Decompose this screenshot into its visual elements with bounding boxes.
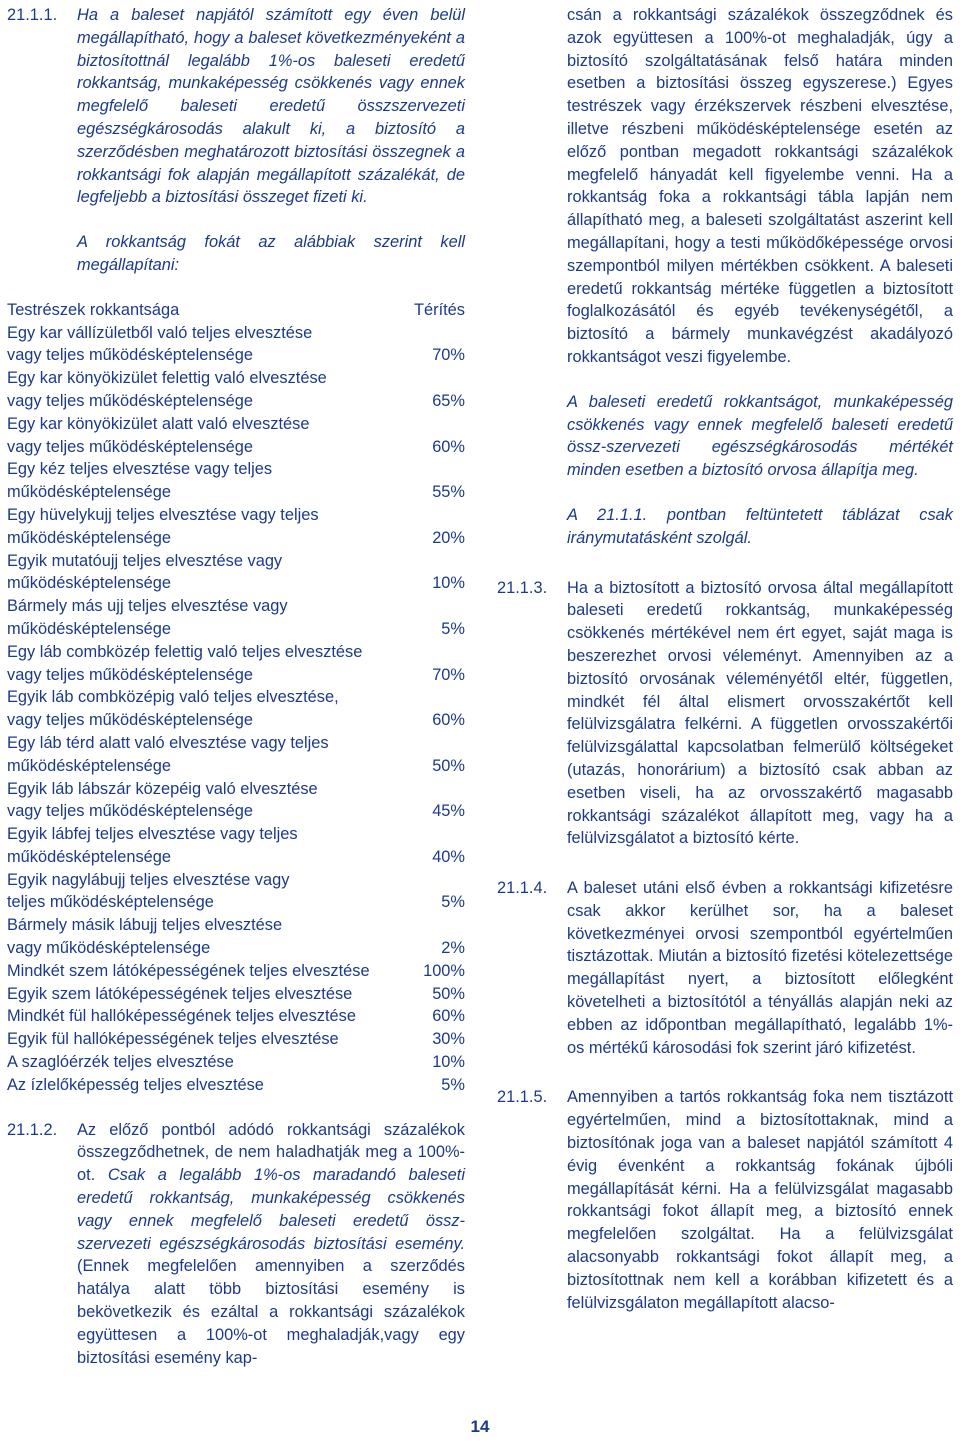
table-row [7, 983, 465, 1006]
table-row-value: 10% [432, 574, 465, 593]
table-row-label: működésképtelensége [7, 528, 172, 547]
table-row-line: Bármely más ujj teljes elvesztése vagy [7, 597, 288, 616]
table-row [7, 755, 465, 778]
table-row [7, 390, 465, 413]
section-text-b: Csak a legalább 1%-os maradandó baleseti eredetű rokkantság, munkaképesség csökkenés vagy ennek megfelelő baleseti eredetű össz-szervezeti egészségkárosodás biztosítási esemény. [77, 1166, 465, 1253]
table-row-value: 10% [432, 1053, 465, 1072]
table-row [7, 800, 465, 823]
table-row-label: vagy működésképtelensége [7, 939, 211, 958]
section-text: A baleset utáni első évben a rokkantsági kifizetésre csak akkor kerülhet sor, ha a baleset következményei orvosi szempontból egyértelműen tisztázottak. Miután a biztosító fizetési kötelezettsége megállapítást nyert, a biztosított előlegként követelheti a biztosítótól a tényállás alapján neki az ebben az időpontban megállapítható, legalább 1%-os mértékű károsodási fok szerint járó kifizetést. [567, 879, 953, 1057]
italic-note-1-text: A baleseti eredetű rokkantságot, munkaképesség csökkenés vagy ennek megfelelő baleseti eredetű össz-szervezeti egészségkárosodás mértékét minden esetben a biztosító orvosa állapítja meg. [567, 392, 953, 480]
table-header-label: Testrészek rokkantsága [7, 300, 180, 319]
table-row-value: 100% [423, 961, 465, 980]
table-row-value: 30% [432, 1030, 465, 1049]
table-row-value: 60% [432, 1007, 465, 1026]
table-row-label: teljes működésképtelensége [7, 893, 214, 912]
table-row-label: Mindkét fül hallóképességének teljes elvesztése [7, 1007, 356, 1026]
disability-table [7, 299, 465, 1097]
table-row-label: vagy teljes működésképtelensége [7, 711, 254, 730]
table-row-line: Egy láb combközép felettig való teljes elvesztése [7, 642, 363, 661]
table-row-value: 70% [432, 346, 465, 365]
table-row-line: Egyik mutatóujj teljes elvesztése vagy [7, 551, 283, 570]
section-number: 21.1.2. [7, 1120, 58, 1139]
table-row-label: működésképtelensége [7, 847, 172, 866]
section-number: 21.1.5. [497, 1088, 548, 1107]
table-row-value: 55% [432, 483, 465, 502]
left-column [7, 4, 465, 1369]
section-text-a: Az előző pontból adódó rokkantsági százalékok összegződhetnek, de nem haladhatják meg a 100%-ot. [77, 1120, 465, 1185]
table-row-label: vagy teljes működésképtelensége [7, 665, 254, 684]
section-number: 21.1.3. [497, 578, 548, 597]
table-row-value: 60% [432, 711, 465, 730]
intro-text: A rokkantság fokát az alábbiak szerint kell megállapítani: [77, 233, 465, 274]
table-row-line: Egyik lábfej teljes elvesztése vagy teljes [7, 825, 298, 844]
table-row-value: 65% [432, 391, 465, 410]
table-row [7, 1028, 465, 1051]
table-row-label: Az ízlelőképesség teljes elvesztése [7, 1075, 264, 1094]
section-text: Ha a biztosított a biztosító orvosa által megállapított baleseti eredetű rokkantság, munkaképesség csökkenés mértékével nem ért egyet, saját maga is beszerezhet orvosi véleményt. Amennyiben az a biztosító orvosának véleményétől eltér, független, mindkét fél által elismert orvosszakértőt kell felülvizsgálatra felkérni. A független orvosszakértői felülvizsgálattal kapcsolatban felmerülő költségeket (utazás, honorárium) a biztosító csak abban az esetben viseli, ha az orvosszakértő magasabb rokkantsági százalékot állapított meg, vagy ha a felülvizsgálatot a biztosító kérte. [567, 578, 953, 848]
right-column [497, 4, 953, 1314]
table-header [7, 299, 465, 322]
section-21-1-4 [497, 877, 953, 1059]
table-row [7, 1074, 465, 1097]
table-row [7, 960, 465, 983]
table-row [7, 846, 465, 869]
table-row-label: vagy teljes működésképtelensége [7, 391, 254, 410]
table-row [7, 618, 465, 641]
table-row [7, 709, 465, 732]
table-row-value: 5% [441, 1075, 465, 1094]
section-text-c: (Ennek megfelelően amennyiben a szerződés hatálya alatt több biztosítási esemény is bekövetkezik és ezáltal a rokkantsági százalékok együttesen a 100%-ot meghaladják,vagy egy biztosítási esemény kap- [77, 1257, 465, 1367]
table-row-line: Egy kar könyökizület felettig való elvesztése [7, 369, 327, 388]
table-row-label: működésképtelensége [7, 483, 172, 502]
section-number: 21.1.4. [497, 879, 548, 898]
table-row-line: Egyik nagylábujj teljes elvesztése vagy [7, 870, 290, 889]
table-row-label: vagy teljes működésképtelensége [7, 437, 254, 456]
table-row-line: Egy kar könyökizület alatt való elvesztése [7, 414, 310, 433]
table-row-value: 5% [441, 893, 465, 912]
section-21-1-2 [7, 1119, 465, 1370]
table-row [7, 436, 465, 459]
table-row [7, 1051, 465, 1074]
table-row-value: 40% [432, 847, 465, 866]
table-row-label: vagy teljes működésképtelensége [7, 802, 254, 821]
table-row-value: 2% [441, 939, 465, 958]
table-row-line: Egy kar vállízületből való teljes elvesztése [7, 323, 313, 342]
table-row-value: 5% [441, 619, 465, 638]
table-row-line: Egy kéz teljes elvesztése vagy teljes [7, 460, 273, 479]
continued-text: csán a rokkantsági százalékok összegződnek és azok együttesen a 100%-ot meghaladják, úgy a biztosító szolgáltatásának felső határa minden esetben a biztosítási összeg egyszerese.) Egyes testrészek vagy érzékszervek részbeni elvesztése, illetve részbeni működésképtelensége esetén az előző pontban megadott rokkantsági százalékok megfelelő hányadát kell figyelembe venni. Ha a rokkantság foka a rokkantsági tábla lapján nem állapítható meg, a baleseti szolgáltatást aszerint kell megállapítani, hogy a testi működőképessége orvosi szempontból milyen mértékben csökkent. A baleseti eredetű rokkantság mértéke független a biztosított foglalkozásától és egyéb tevékenységétől, a biztosító a bármely munkavégzést akadályozó rokkantságot veszi figyelembe. [567, 6, 953, 366]
table-row [7, 891, 465, 914]
table-single-rows [7, 960, 465, 1097]
table-row [7, 481, 465, 504]
section-text: Amennyiben a tartós rokkantság foka nem tisztázott egyértelműen, mind a biztosítottaknak, mind a biztosítónak joga van a baleset napjától számított 4 évig évenként a rokkantság fokának újbóli megállapítását kérni. Ha a felülvizsgálat magasabb rokkantsági fokot állapít meg, a biztosító ennek megfelelően szolgáltat. Ha a felülvizsgálat alacsonyabb rokkantsági fokot állapít meg, a biztosítottnak nem kell a korábban kifizetett és a felülvizsgálaton megállapított alacso- [567, 1088, 953, 1312]
table-row-label: működésképtelensége [7, 619, 172, 638]
table-row [7, 344, 465, 367]
table-row-line: Egyik láb combközépig való teljes elvesztése, [7, 688, 339, 707]
intro-paragraph [7, 231, 465, 277]
table-row-line: Bármely másik lábujj teljes elvesztése [7, 916, 283, 935]
italic-note-2-text: A 21.1.1. pontban feltüntetett táblázat csak iránymutatásként szolgál. [567, 505, 953, 547]
table-row-label: Egyik szem látóképességének teljes elvesztése [7, 984, 353, 1003]
table-row [7, 937, 465, 960]
table-row-label: működésképtelensége [7, 574, 172, 593]
section-text [77, 1119, 465, 1370]
table-row-label: működésképtelensége [7, 756, 172, 775]
table-row-value: 20% [432, 528, 465, 547]
table-row-value: 60% [432, 437, 465, 456]
section-number: 21.1.1. [7, 6, 58, 24]
table-row-line: Egy hüvelykujj teljes elvesztése vagy teljes [7, 505, 319, 524]
table-row-value: 45% [432, 802, 465, 821]
table-row-label: vagy teljes működésképtelensége [7, 346, 254, 365]
table-row [7, 527, 465, 550]
table-row [7, 1005, 465, 1028]
section-21-1-5 [497, 1086, 953, 1314]
table-row-value: 50% [432, 984, 465, 1003]
italic-note-2 [497, 504, 953, 550]
continued-paragraph [497, 4, 953, 369]
section-21-1-3 [497, 577, 953, 851]
table-row [7, 664, 465, 687]
table-row [7, 572, 465, 595]
table-row-value: 70% [432, 665, 465, 684]
table-row-line: Egy láb térd alatt való elvesztése vagy teljes [7, 733, 329, 752]
table-row-label: A szaglóérzék teljes elvesztése [7, 1053, 234, 1072]
table-header-value: Térítés [413, 300, 465, 319]
table-row-label: Mindkét szem látóképességének teljes elvesztése [7, 961, 370, 980]
section-21-1-1 [7, 4, 465, 209]
section-text: Ha a baleset napjától számított egy éven belül megállapítható, hogy a baleset következményeként a biztosítottnál legalább 1%-os baleseti eredetű rokkantság, munkaképesség csökkenés vagy ennek megfelelő baleseti eredetű összszervezeti egészségkárosodás alakult ki, a biztosító a szerződésben meghatározott biztosítási összegnek a rokkantsági fok alapján megállapított százalékát, de legfeljebb a biztosítási összeget fizeti ki. [77, 6, 465, 207]
table-row-line: Egyik láb lábszár közepéig való elvesztése [7, 779, 318, 798]
italic-note-1 [497, 391, 953, 482]
table-row-label: Egyik fül hallóképességének teljes elvesztése [7, 1030, 339, 1049]
table-rows [7, 322, 465, 960]
page-number: 14 [470, 1417, 490, 1436]
table-row-value: 50% [432, 756, 465, 775]
